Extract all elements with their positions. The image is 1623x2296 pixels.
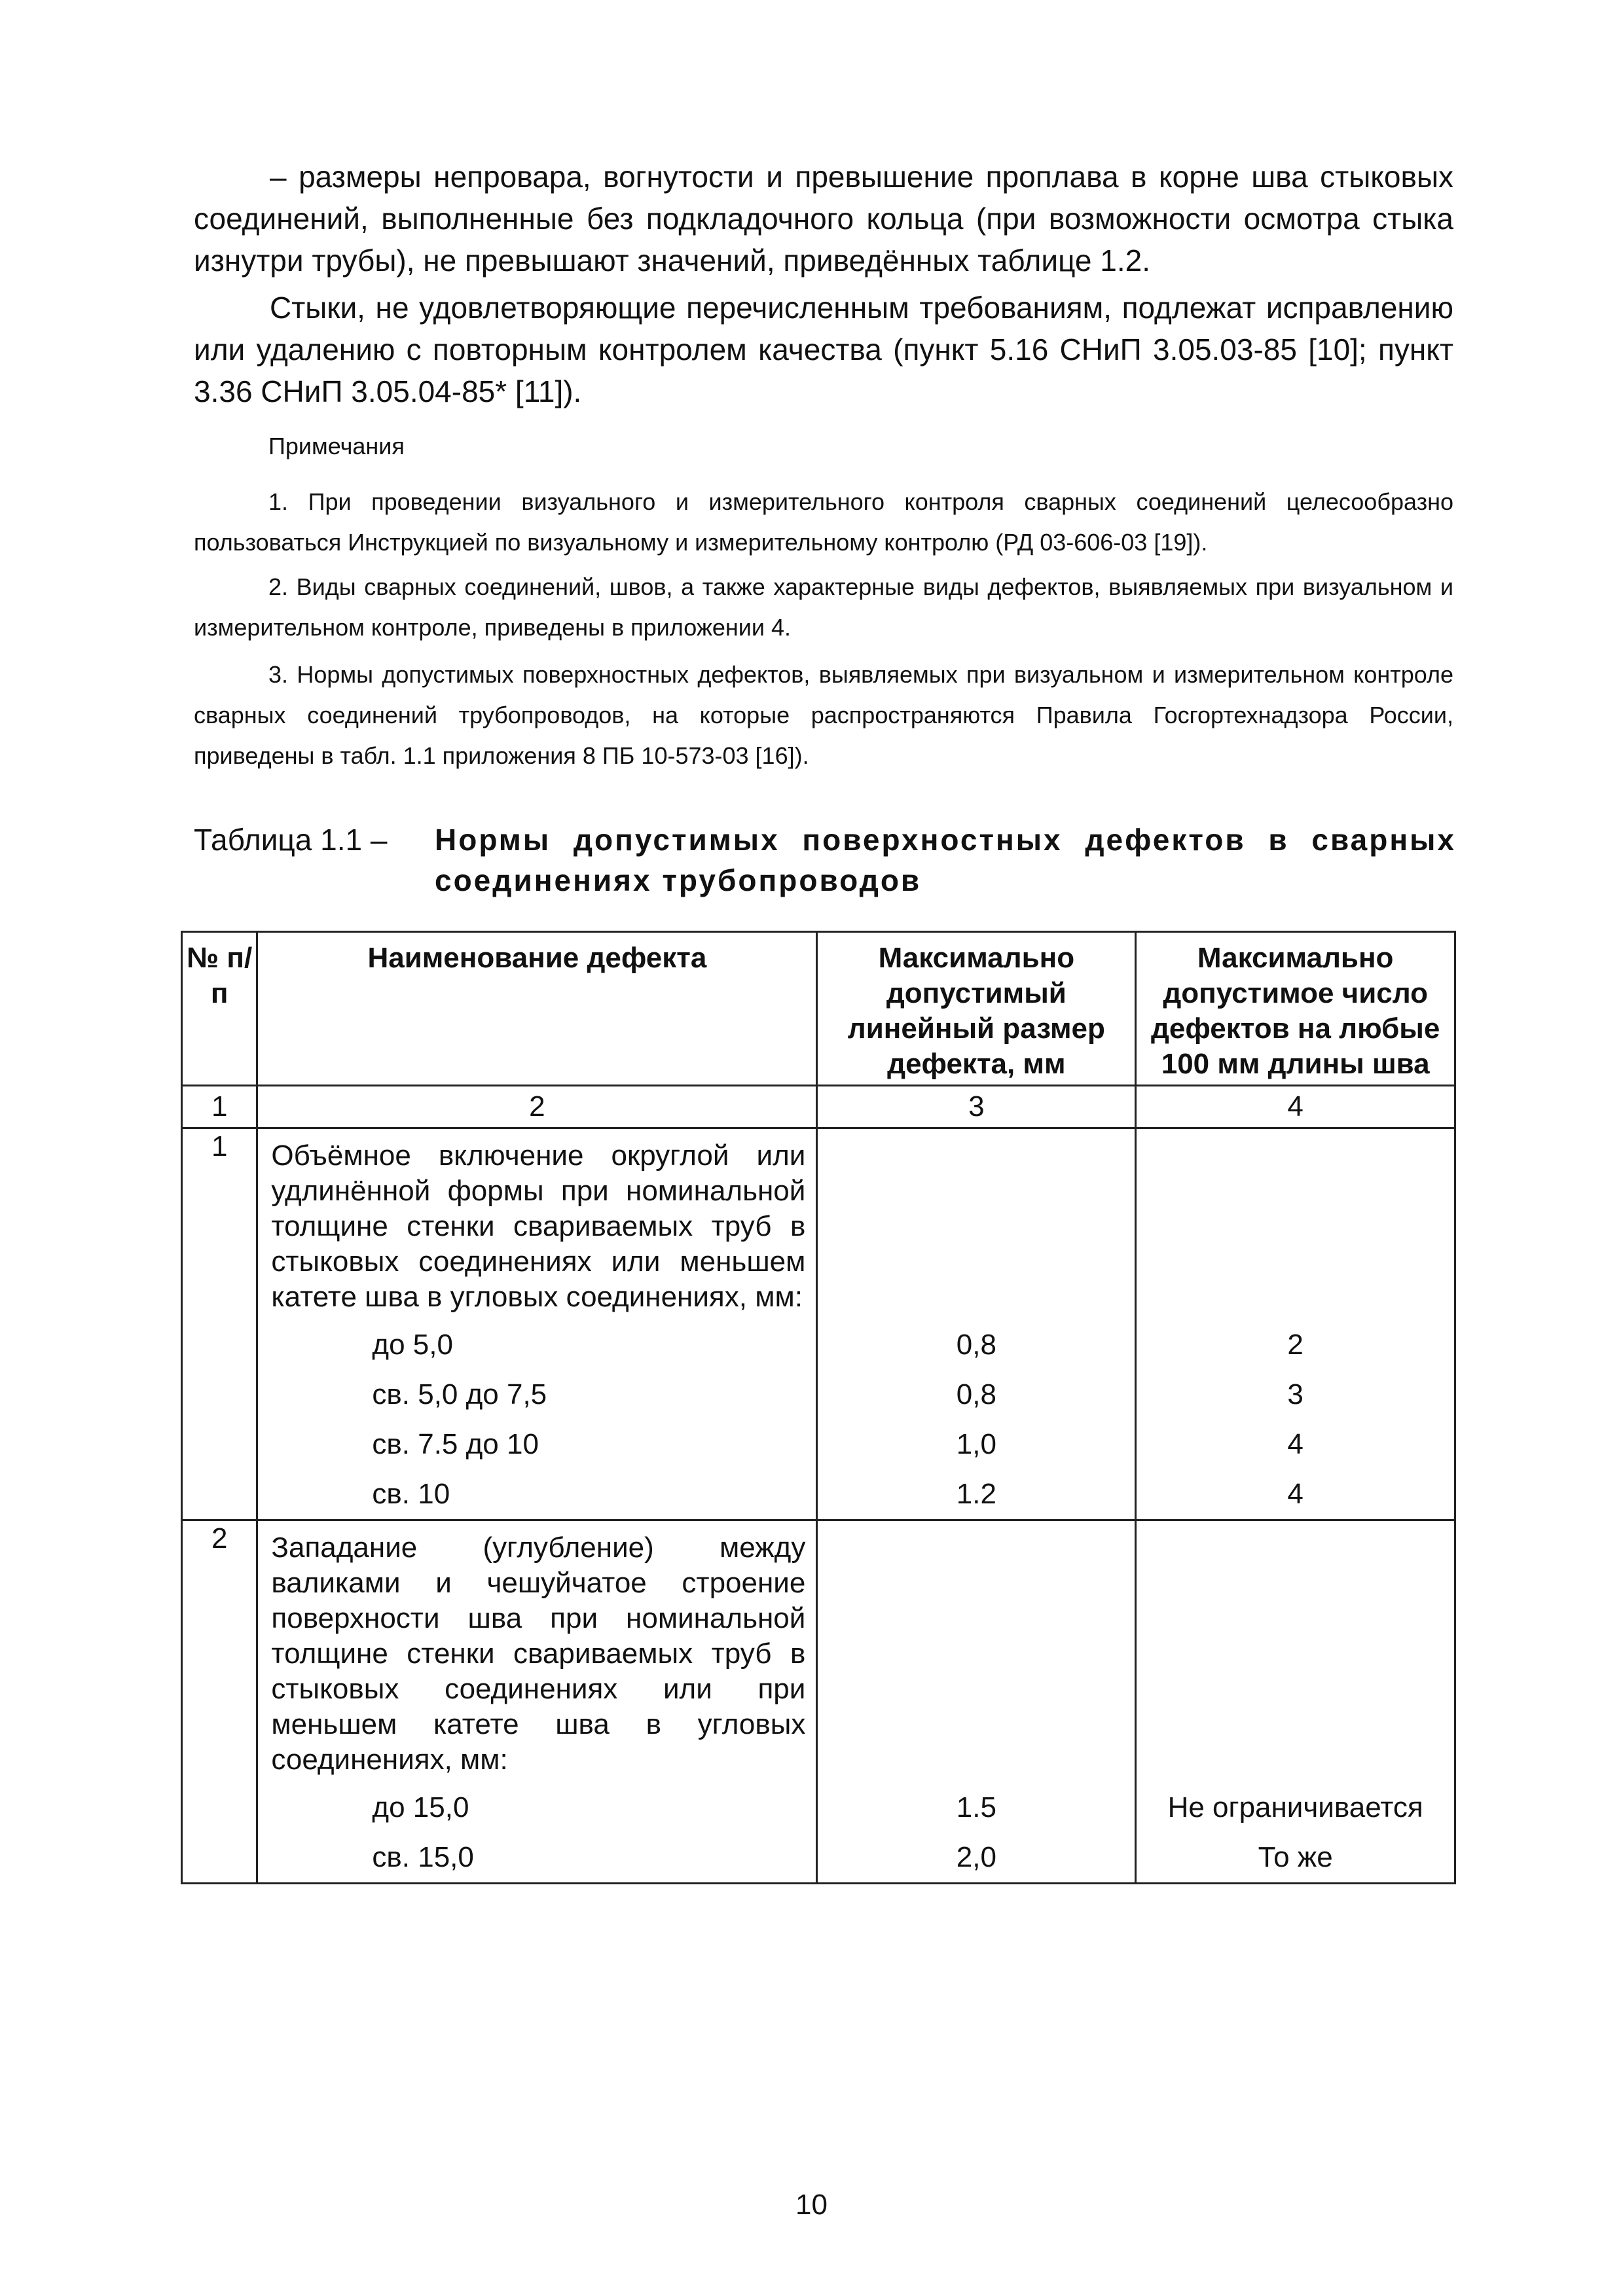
table-row — [182, 1520, 1455, 1884]
note-1: 1. При проведении визуального и измерительного контроля сварных соединений целесообразно пользоваться Инструкцией по визуальному и измерительному контролю (РД 03-606-03 [19]). — [194, 488, 1453, 556]
max-size-value: 1.5 — [956, 1791, 996, 1823]
max-count-value: 4 — [1287, 1478, 1304, 1510]
header-max-size: Максимально допустимый линейный размер дефекта, мм — [817, 932, 1136, 1086]
column-number: 4 — [1136, 1086, 1455, 1128]
max-size-cell — [817, 1128, 1136, 1520]
header-defect-name: Наименование дефекта — [257, 932, 817, 1086]
table-header-row — [182, 932, 1455, 1086]
max-size-value: 0,8 — [956, 1378, 996, 1410]
max-count-value: Не ограничивается — [1167, 1791, 1423, 1823]
max-count-cell — [1136, 1520, 1455, 1884]
max-count-value: 2 — [1287, 1329, 1304, 1361]
table-column-numbers-row — [182, 1086, 1455, 1128]
page-number: 10 — [795, 2189, 828, 2221]
paragraph-1 — [194, 156, 1453, 281]
column-number: 1 — [182, 1086, 257, 1128]
column-number: 2 — [257, 1086, 817, 1128]
table-caption-label: Таблица 1.1 – — [194, 823, 388, 857]
size-range: до 15,0 — [372, 1791, 469, 1823]
max-count-value: То же — [1258, 1841, 1333, 1873]
max-size-value: 2,0 — [956, 1841, 996, 1873]
defect-description: Объёмное включение округлой или удлинённой формы при номинальной толщине стенки свариваемых труб в стыковых соединениях или меньшем катете шва в угловых соединениях, мм: — [271, 1139, 806, 1313]
header-max-count: Максимально допустимое число дефектов на любые 100 мм длины шва — [1136, 932, 1455, 1086]
table-row — [182, 1128, 1455, 1520]
defect-cell — [257, 1520, 817, 1884]
column-number: 3 — [817, 1086, 1136, 1128]
paragraph-2: Стыки, не удовлетворяющие перечисленным требованиям, подлежат исправлению или удалению с повторным контролем качества (пункт 5.16 СНиП 3.05.03-85 [10]; пункт 3.36 СНиП 3.05.04-85* [11]). — [194, 291, 1453, 408]
max-size-value: 0,8 — [956, 1329, 996, 1361]
defect-cell — [257, 1128, 817, 1520]
max-count-value: 4 — [1287, 1428, 1304, 1460]
size-range: св. 7.5 до 10 — [372, 1428, 539, 1460]
max-count-value: 3 — [1287, 1378, 1304, 1410]
defects-table — [181, 931, 1456, 1884]
size-range: до 5,0 — [372, 1329, 453, 1361]
size-range: св. 10 — [372, 1478, 450, 1510]
note-3: 3. Нормы допустимых поверхностных дефектов, выявляемых при визуальном и измерительном контроле сварных соединений трубопроводов, на которые распространяются Правила Госгортехнадзора России, приведены в табл. 1.1 приложения 8 ПБ 10-573-03 [16]). — [194, 661, 1453, 769]
table-caption-title: Нормы допустимых поверхностных дефектов в сварных соединениях трубопроводов — [435, 823, 1456, 897]
row-number: 1 — [182, 1128, 257, 1520]
header-num: № п/п — [182, 932, 257, 1086]
max-size-value: 1.2 — [956, 1478, 996, 1510]
defect-description: Западание (углубление) между валиками и чешуйчатое строение поверхности шва при номинальной толщине стенки свариваемых труб в стыковых соединениях или при меньшем катете шва в угловых соединениях, мм: — [271, 1532, 806, 1776]
note-2: 2. Виды сварных соединений, швов, а также характерные виды дефектов, выявляемых при визуальном и измерительном контроле, приведены в приложении 4. — [194, 573, 1453, 641]
max-size-value: 1,0 — [956, 1428, 996, 1460]
row-number: 2 — [182, 1520, 257, 1884]
notes-heading: Примечания — [268, 433, 405, 459]
max-count-cell — [1136, 1128, 1455, 1520]
list-dash: – — [270, 160, 287, 194]
max-size-cell — [817, 1520, 1136, 1884]
paragraph-1-text: размеры непровара, вогнутости и превышение проплава в корне шва стыковых соединений, выполненные без подкладочного кольца (при возможности осмотра стыка изнутри трубы), не превышают значений, приведённых таблице 1.2. — [194, 160, 1454, 278]
size-range: св. 15,0 — [372, 1841, 474, 1873]
size-range: св. 5,0 до 7,5 — [372, 1378, 547, 1410]
